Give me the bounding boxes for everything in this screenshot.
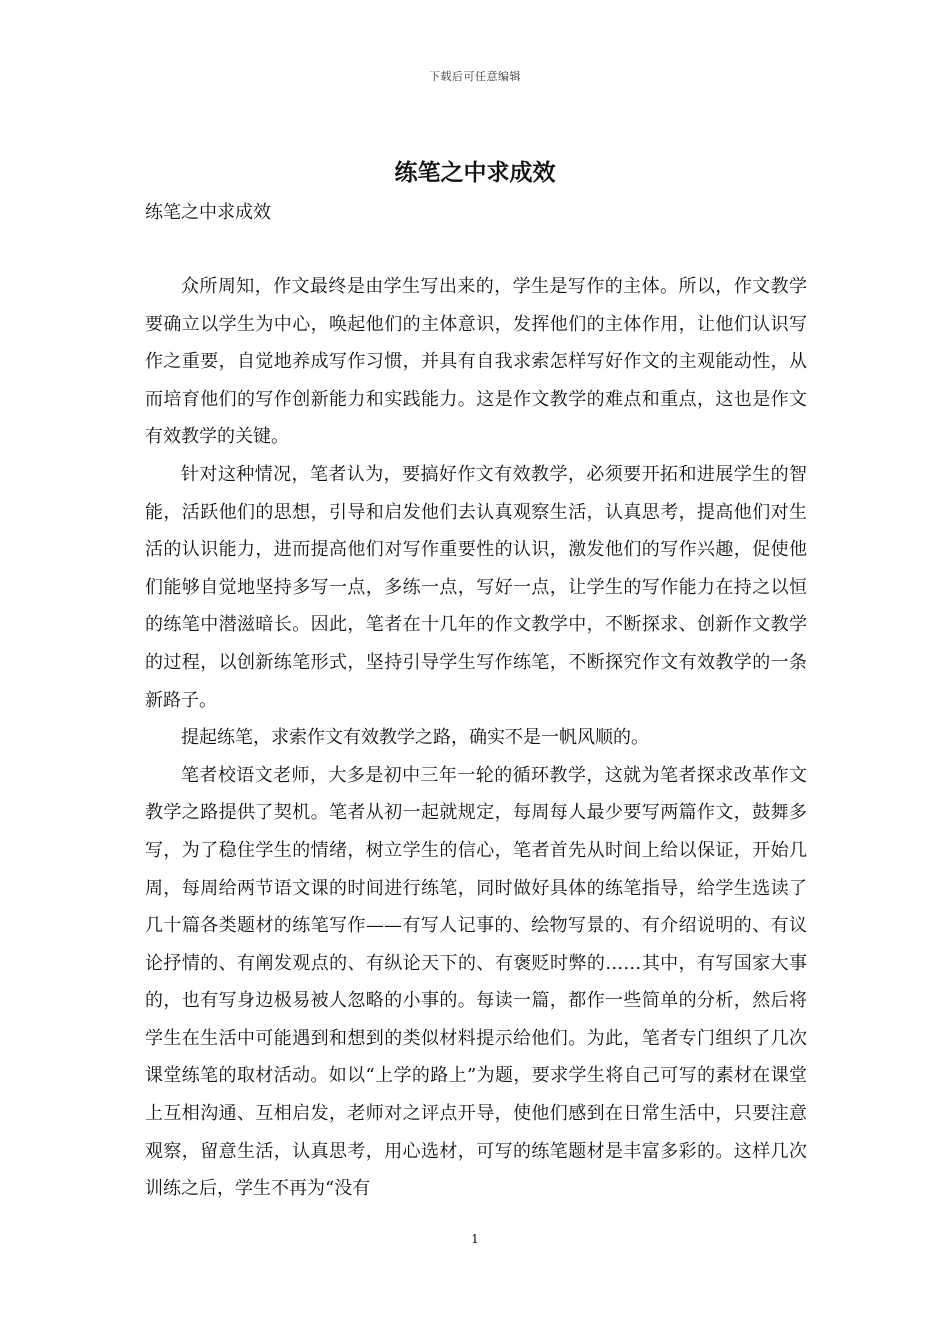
page-number: 1	[471, 1232, 479, 1246]
body-paragraph: 提起练笔，求索作文有效教学之路，确实不是一帆风顺的。	[181, 727, 649, 749]
document-body	[145, 268, 807, 1208]
body-paragraph: 众所周知，作文最终是由学生写出来的，学生是写作的主体。所以，作文教学要确立以学生为中心，唤起他们的主体意识，发挥他们的主体作用，让他们认识写作之重要，自觉地养成写作习惯，并具有自我求索怎样写好作文的主观能动性，从而培育他们的写作创新能力和实践能力。这是作文教学的难点和重点，这也是作文有效教学的关键。	[145, 276, 807, 448]
header-note: 下载后可任意编辑	[429, 70, 521, 83]
document-subtitle: 练笔之中求成效	[145, 202, 271, 223]
body-paragraph: 针对这种情况，笔者认为，要搞好作文有效教学，必须要开拓和进展学生的智能，活跃他们的思想，引导和启发他们去认真观察生活，认真思考，提高他们对生活的认识能力，进而提高他们对写作重要性的认识，激发他们的写作兴趣，促使他们能够自觉地坚持多写一点，多练一点，写好一点，让学生的写作能力在持之以恒的练笔中潜滋暗长。因此，笔者在十几年的作文教学中，不断探求、创新作文教学的过程，以创新练笔形式，坚持引导学生写作练笔，不断探究作文有效教学的一条新路子。	[145, 463, 807, 711]
document-title: 练笔之中求成效	[394, 159, 556, 186]
body-paragraph: 笔者校语文老师，大多是初中三年一轮的循环教学，这就为笔者探求改革作文教学之路提供了契机。笔者从初一起就规定，每周每人最少要写两篇作文，鼓舞多写，为了稳住学生的情绪，树立学生的信心，笔者首先从时间上给以保证，开始几周，每周给两节语文课的时间进行练笔，同时做好具体的练笔指导，给学生选读了几十篇各类题材的练笔写作——有写人记事的、绘物写景的、有介绍说明的、有议论抒情的、有阐发观点的、有纵论天下的、有褒贬时弊的……其中，有写国家大事的，也有写身边极易被人忽略的小事的。每读一篇，都作一些简单的分析，然后将学生在生活中可能遇到和想到的类似材料提示给他们。为此，笔者专门组织了几次课堂练笔的取材活动。如以“上学的路上”为题，要求学生将自己可写的素材在课堂上互相沟通、互相启发，老师对之评点开导，使他们感到在日常生活中，只要注意观察，留意生活，认真思考，用心选材，可写的练笔题材是丰富多彩的。这样几次训练之后，学生不再为“没有	[145, 764, 807, 1200]
